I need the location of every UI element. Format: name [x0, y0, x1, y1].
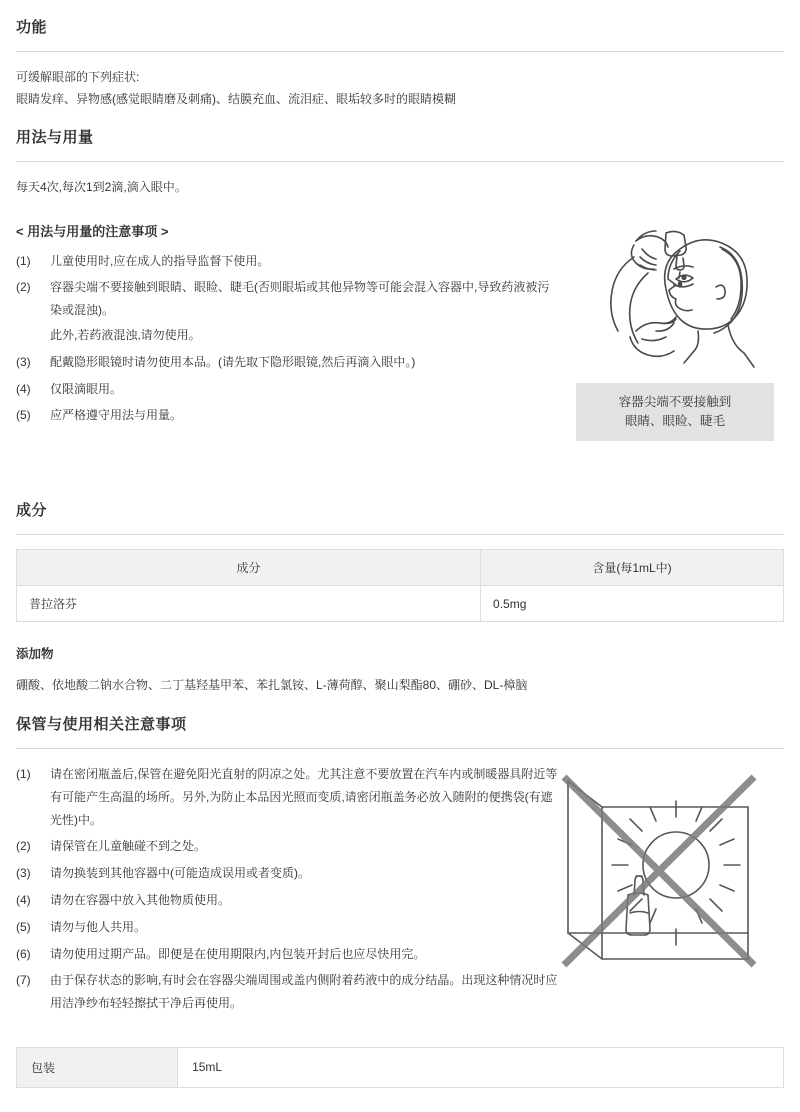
- list-text: 请勿使用过期产品。即便是在使用期限内,内包装开封后也应尽快用完。: [50, 946, 426, 961]
- list-item: [16, 378, 556, 401]
- caption-line-2: 眼睛、眼睑、睫毛: [624, 413, 725, 428]
- list-marker: (1): [16, 253, 31, 268]
- list-item: [16, 889, 561, 912]
- spacer: [16, 1019, 784, 1029]
- list-text: 由于保存状态的影响,有时会在容器尖端周围或盖内侧附着药液中的成分结晶。出现这种情况时应用洁净纱布轻轻擦拭干净后再使用。: [50, 973, 558, 1011]
- list-text: 容器尖端不要接触到眼睛、眼睑、睫毛(否则眼垢或其他异物等可能会混入容器中,导致药液被污染或混浊)。: [50, 280, 550, 318]
- divider: [16, 51, 784, 52]
- packaging-label: 包装: [17, 1047, 178, 1087]
- list-text-group: [50, 276, 556, 346]
- list-item: [16, 351, 556, 374]
- list-text: 配戴隐形眼镜时请勿使用本品。(请先取下隐形眼镜,然后再滴入眼中。): [50, 354, 416, 369]
- list-item: [16, 835, 561, 858]
- list-text: 请勿在容器中放入其他物质使用。: [50, 892, 231, 907]
- efficacy-lead: 可缓解眼部的下列症状:: [16, 70, 140, 84]
- section-title-efficacy: 功能: [16, 19, 48, 36]
- list-marker: (1): [16, 766, 31, 781]
- list-text: 应严格遵守用法与用量。: [50, 408, 183, 423]
- ingredients-table: [16, 549, 784, 622]
- storage-block: [16, 763, 784, 1015]
- cell-ingredient-name: 普拉洛芬: [17, 586, 481, 622]
- list-marker: (2): [16, 839, 31, 854]
- list-item: [16, 862, 561, 885]
- column-header-ingredient: 成分: [17, 550, 481, 586]
- list-marker: (3): [16, 354, 31, 369]
- divider: [16, 161, 784, 162]
- section-title-ingredients: 成分: [16, 502, 48, 520]
- list-text: 请勿与他人共用。: [50, 919, 147, 934]
- section-title-dosage: 用法与用量: [16, 129, 94, 147]
- table-row: [17, 586, 784, 622]
- dosage-instruction: 每天4次,每次1到2滴,滴入眼中。: [16, 180, 187, 195]
- list-item: [16, 916, 561, 939]
- eyedrop-drawing-icon: [570, 227, 770, 377]
- list-marker: (4): [16, 381, 31, 396]
- eyedrop-caption: [576, 383, 774, 442]
- spacer: [16, 465, 784, 483]
- list-marker: (4): [16, 892, 31, 907]
- no-sunlight-illustration: [558, 773, 758, 973]
- dosage-notes-block: [16, 221, 784, 428]
- list-item: [16, 276, 556, 346]
- list-item: [16, 943, 561, 966]
- eyedrop-illustration: [570, 227, 770, 442]
- list-subnote: 此外,若药液混浊,请勿使用。: [50, 327, 201, 342]
- list-marker: (6): [16, 946, 31, 961]
- additives-text: 硼酸、依地酸二钠水合物、二丁基羟基甲苯、苯扎氯铵、L-薄荷醇、聚山梨酯80、硼砂、DL-樟脑: [16, 678, 528, 693]
- table-header-row: [17, 550, 784, 586]
- additives-title: 添加物: [16, 647, 54, 662]
- list-marker: (5): [16, 919, 31, 934]
- list-item: [16, 763, 561, 831]
- section-title-storage: 保管与使用相关注意事项: [16, 715, 187, 733]
- list-text: 仅限滴眼用。: [50, 381, 123, 396]
- list-item: [16, 404, 556, 427]
- list-text: 儿童使用时,应在成人的指导监督下使用。: [50, 253, 270, 268]
- list-marker: (2): [16, 280, 31, 295]
- packaging-value: 15mL: [178, 1047, 784, 1087]
- list-marker: (7): [16, 973, 31, 988]
- cell-ingredient-amount: 0.5mg: [481, 586, 784, 622]
- list-text: 请勿换装到其他容器中(可能造成误用或者变质)。: [50, 866, 310, 881]
- caption-line-1: 容器尖端不要接触到: [618, 394, 732, 409]
- dosage-notes-list: [16, 250, 556, 428]
- list-item: [16, 969, 561, 1015]
- list-item: [16, 250, 556, 273]
- table-row: [17, 1047, 784, 1087]
- list-text: 请保管在儿童触碰不到之处。: [50, 839, 207, 854]
- dosage-notes-title: < 用法与用量的注意事项 >: [16, 223, 169, 239]
- list-marker: (3): [16, 866, 31, 881]
- list-marker: (5): [16, 408, 31, 423]
- divider: [16, 748, 784, 749]
- packaging-table: [16, 1047, 784, 1088]
- divider: [16, 534, 784, 535]
- no-sunlight-drawing-icon: [558, 773, 758, 973]
- list-text: 请在密闭瓶盖后,保管在避免阳光直射的阴凉之处。尤其注意不要放置在汽车内或制暖器具附近等有可能产生高温的场所。另外,为防止本品因光照而变质,请密闭瓶盖务必放入随附的便携袋(有遮光性)中。: [50, 766, 558, 827]
- storage-notes-list: [16, 763, 561, 1015]
- efficacy-symptoms: 眼睛发痒、异物感(感觉眼睛磨及刺痛)、结膜充血、流泪症、眼垢较多时的眼睛模糊: [16, 92, 456, 107]
- column-header-amount: 含量(每1mL中): [481, 550, 784, 586]
